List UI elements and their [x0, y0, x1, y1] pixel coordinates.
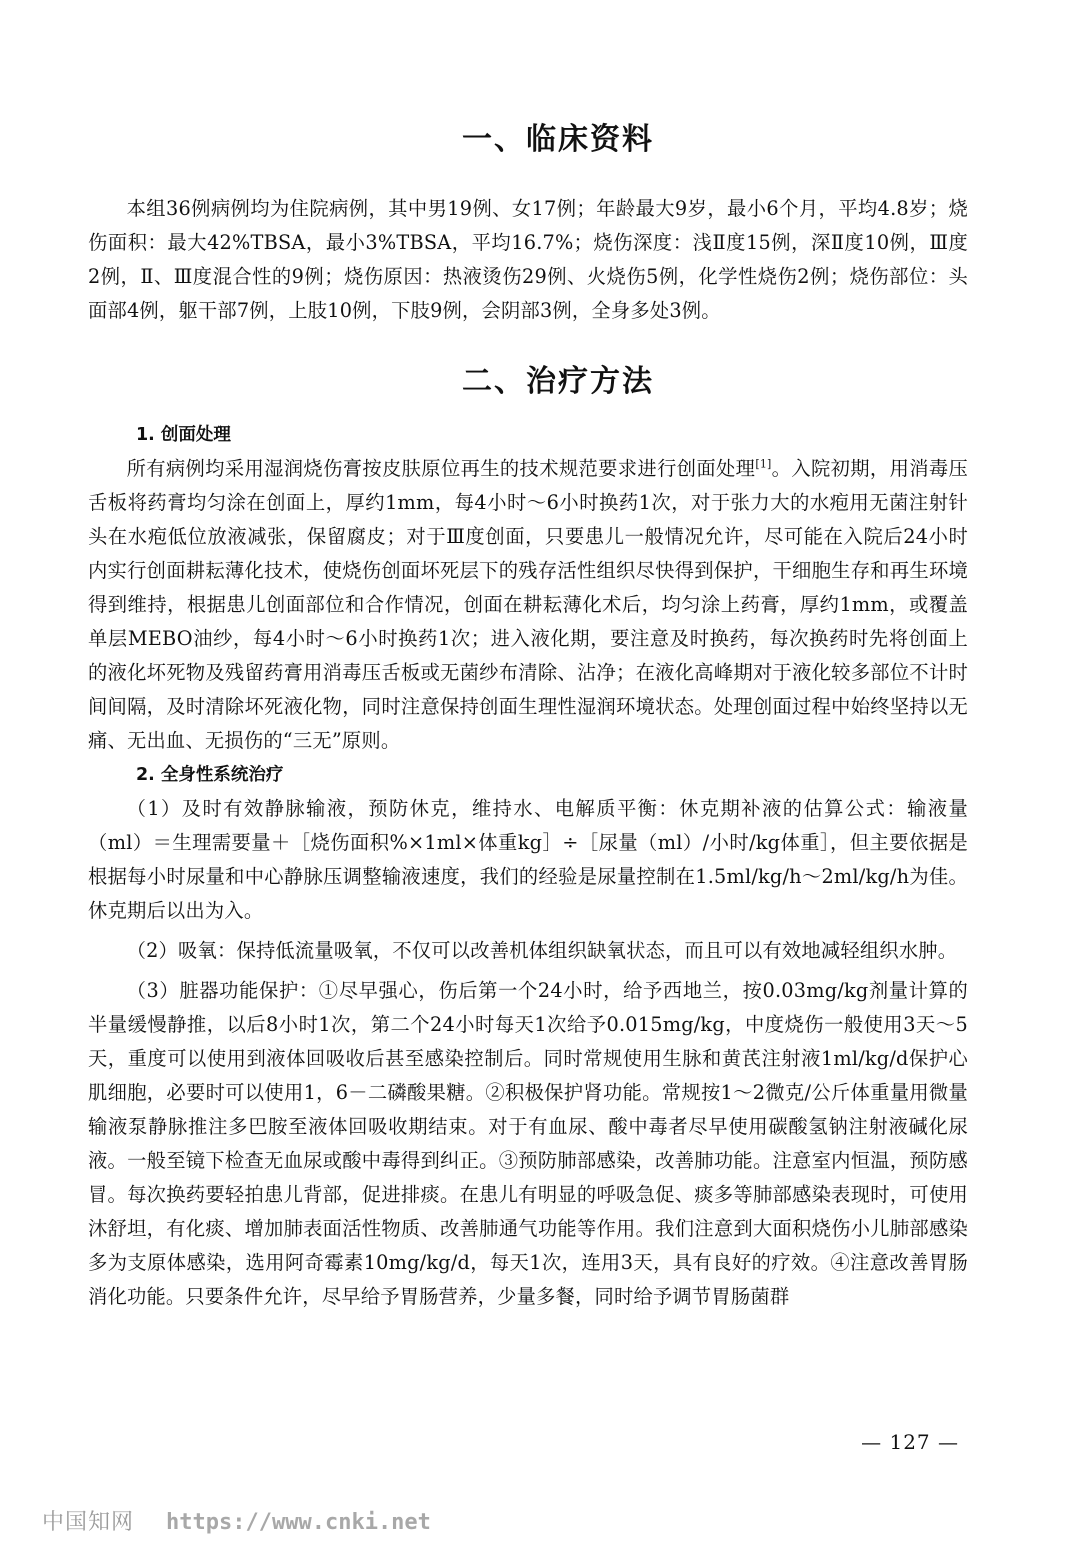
oxygen-paragraph: （2）吸氧：保持低流量吸氧，不仅可以改善机体组织缺氧状态，而且可以有效地减轻组织水肿。: [126, 939, 958, 962]
page-number: — 127 —: [861, 1430, 959, 1454]
organ-protection-paragraph: （3）脏器功能保护：①尽早强心，伤后第一个24小时，给予西地兰，按0.03mg/kg剂量计算的半量缓慢静推，以后8小时1次，第二个24小时每天1次给予0.015mg/kg，中度烧伤一般使用3天～5天，重度可以使用到液体回吸收后甚至感染控制后。同时常规使用生脉和黄芪注射液1ml/kg/d保护心肌细胞，必要时可以使用1，6－二磷酸果糖。②积极保护肾功能。常规按1～2微克/公斤体重量用微量输液泵静脉推注多巴胺至液体回吸收期结束。对于有血尿、酸中毒者尽早使用碳酸氢钠注射液碱化尿液。一般至镜下检查无血尿或酸中毒得到纠正。③预防肺部感染，改善肺功能。注意室内恒温，预防感冒。每次换药要轻拍患儿背部，促进排痰。在患儿有明显的呼吸急促、痰多等肺部感染表现时，可使用沐舒坦，有化痰、增加肺表面活性物质、改善肺通气功能等作用。我们注意到大面积烧伤小儿肺部感染多为支原体感染，选用阿奇霉素10mg/kg/d，每天1次，连用3天，具有良好的疗效。④注意改善胃肠消化功能。只要条件允许，尽早给予胃肠营养，少量多餐，同时给予调节胃肠菌群: [88, 979, 968, 1308]
document-body: [88, 110, 968, 1314]
cnki-watermark: [42, 1505, 431, 1536]
fluid-infusion-paragraph: （1）及时有效静脉输液，预防休克，维持水、电解质平衡：休克期补液的估算公式：输液量（ml）＝生理需要量＋［烧伤面积%×1ml×体重kg］÷［尿量（ml）/小时/kg体重］，但主要依据是根据每小时尿量和中心静脉压调整输液速度，我们的经验是尿量控制在1.5ml/kg/h～2ml/kg/h为佳。休克期后以出为入。: [88, 797, 968, 922]
section-title-clinical-data: 一、临床资料: [462, 122, 654, 157]
wound-treatment-paragraph: [88, 452, 968, 758]
reference-marker: [1]: [755, 457, 772, 471]
clinical-data-paragraph: 本组36例病例均为住院病例，其中男19例、女17例；年龄最大9岁，最小6个月，平均4.8岁；烧伤面积：最大42%TBSA，最小3%TBSA，平均16.7%；烧伤深度：浅Ⅱ度15例，深Ⅱ度10例，Ⅲ度2例，Ⅱ、Ⅲ度混合性的9例；烧伤原因：热液烫伤29例、火烧伤5例，化学性烧伤2例；烧伤部位：头面部4例，躯干部7例，上肢10例，下肢9例，会阴部3例，全身多处3例。: [88, 197, 968, 322]
wound-treatment-text-start: 所有病例均采用湿润烧伤膏按皮肤原位再生的技术规范要求进行创面处理: [126, 457, 756, 480]
subheading-systemic-treatment: 2. 全身性系统治疗: [136, 765, 284, 785]
section-title-treatment-methods: 二、治疗方法: [462, 364, 654, 399]
watermark-brand: 中国知网: [42, 1510, 135, 1535]
subheading-wound-treatment: 1. 创面处理: [136, 425, 231, 445]
wound-treatment-text-end: 。入院初期，用消毒压舌板将药膏均匀涂在创面上，厚约1mm，每4小时～6小时换药1次，对于张力大的水疱用无菌注射针头在水疱低位放液减张，保留腐皮；对于Ⅲ度创面，只要患儿一般情况允许，尽可能在入院后24小时内实行创面耕耘薄化技术，使烧伤创面坏死层下的残存活性组织尽快得到保护，干细胞生存和再生环境得到维持，根据患儿创面部位和合作情况，创面在耕耘薄化术后，均匀涂上药膏，厚约1mm，或覆盖单层MEBO油纱，每4小时～6小时换药1次；进入液化期，要注意及时换药，每次换药时先将创面上的液化坏死物及残留药膏用消毒压舌板或无菌纱布清除、沾净；在液化高峰期对于液化较多部位不计时间间隔，及时清除坏死液化物，同时注意保持创面生理性湿润环境状态。处理创面过程中始终坚持以无痛、无出血、无损伤的“三无”原则。: [88, 457, 968, 752]
watermark-url: https://www.cnki.net: [166, 1510, 431, 1535]
